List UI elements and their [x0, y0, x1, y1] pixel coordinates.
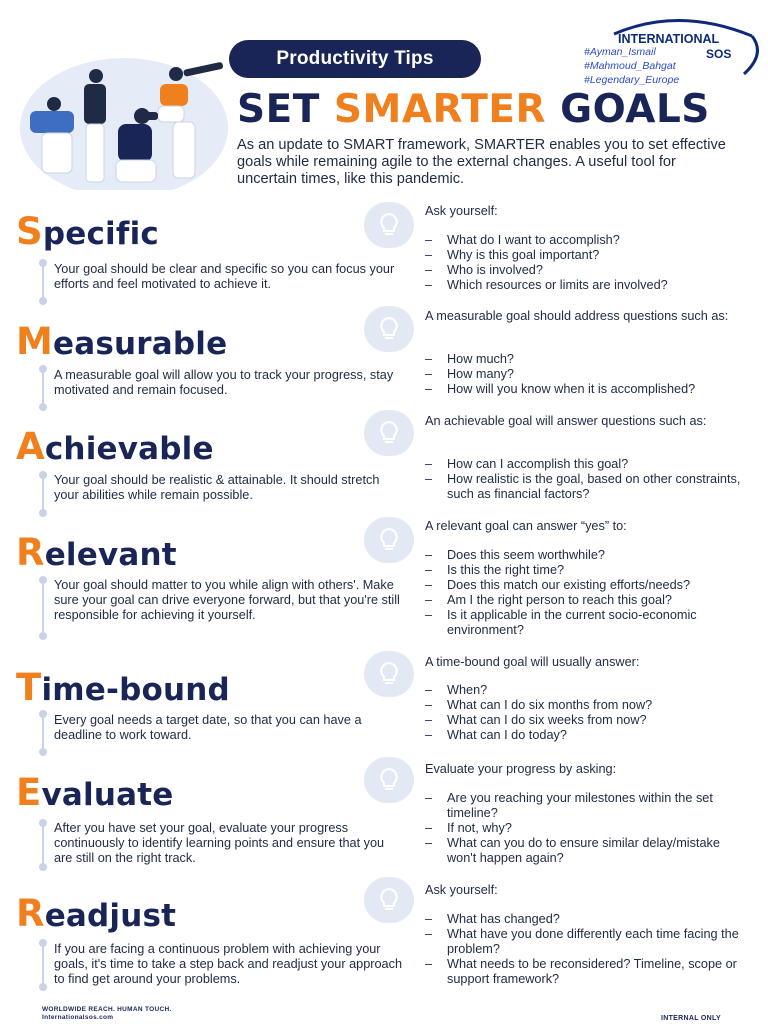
question-item: – How will you know when it is accomplished?	[425, 382, 745, 397]
section-title-evaluate	[16, 771, 173, 814]
question-item: – If not, why?	[425, 821, 745, 836]
initial-letter: E	[16, 771, 42, 814]
question-item: – What can I do six weeks from now?	[425, 713, 745, 728]
question-item: – Am I the right person to reach this goal?	[425, 593, 745, 608]
hashtag: #Mahmoud_Bahgat	[584, 60, 676, 72]
question-item: – What can I do today?	[425, 728, 745, 743]
question-item: – Who is involved?	[425, 263, 745, 278]
logo-word-international: INTERNATIONAL	[618, 32, 720, 46]
hashtags	[584, 45, 679, 87]
section-desc-specific: Your goal should be clear and specific so you can focus your efforts and feel motivated to achieve it.	[54, 262, 395, 291]
hashtag: #Legendary_Europe	[584, 74, 680, 86]
title-rest: pecific	[42, 216, 159, 252]
logo-word-sos: SOS	[706, 47, 732, 61]
hashtag: #Ayman_Ismail	[584, 46, 656, 58]
title-rest: eadjust	[44, 898, 177, 934]
timeline-connector	[42, 474, 44, 514]
title-rest: chievable	[44, 431, 214, 467]
question-item: – What can you do to ensure similar delay/mistake won't happen again?	[425, 836, 745, 866]
initial-letter: R	[16, 531, 45, 574]
question-item: – What have you done differently each time facing the problem?	[425, 927, 745, 957]
questions-heading-readjust: Ask yourself:	[425, 883, 498, 897]
timeline-connector	[42, 579, 44, 637]
questions-list-specific	[425, 233, 745, 293]
title-rest: ime-bound	[41, 672, 230, 708]
title-highlight: SMARTER	[333, 87, 547, 132]
questions-list-relevant	[425, 548, 745, 638]
section-title-readjust	[16, 892, 176, 935]
title-rest: valuate	[41, 777, 174, 813]
question-item: – Is it applicable in the current socio-economic environment?	[425, 608, 745, 638]
question-item: – How much?	[425, 352, 745, 367]
section-desc-measurable: A measurable goal will allow you to track your progress, stay motivated and remain focused.	[54, 368, 394, 397]
lightbulb-icon	[364, 877, 414, 923]
badge-label: Productivity Tips	[276, 48, 434, 69]
questions-heading-relevant: A relevant goal can answer “yes” to:	[425, 519, 627, 533]
initial-letter: S	[16, 210, 43, 253]
title-part-3: GOALS	[546, 87, 710, 132]
question-item: – When?	[425, 683, 745, 698]
section-desc-relevant: Your goal should matter to you while align with others'. Make sure your goal can drive everyone forward, but that you're still responsible for achieving it yourself.	[54, 578, 400, 622]
question-item: – Does this seem worthwhile?	[425, 548, 745, 563]
question-item: – What has changed?	[425, 912, 745, 927]
question-item: – Why is this goal important?	[425, 248, 745, 263]
productivity-tips-badge	[229, 40, 481, 78]
questions-heading-measurable: A measurable goal should address questions such as:	[425, 309, 729, 323]
timeline-connector	[42, 942, 44, 988]
initial-letter: R	[16, 892, 45, 935]
lightbulb-icon	[364, 306, 414, 352]
title-part-1: SET	[237, 87, 334, 132]
footer-tagline	[42, 1006, 172, 1021]
timeline-connector	[42, 368, 44, 408]
question-item: – What can I do six months from now?	[425, 698, 745, 713]
questions-list-measurable	[425, 352, 745, 397]
title-rest: easurable	[53, 326, 228, 362]
lightbulb-icon	[364, 202, 414, 248]
question-item: – Does this match our existing efforts/needs?	[425, 578, 745, 593]
question-item: – How can I accomplish this goal?	[425, 457, 745, 472]
lightbulb-icon	[364, 410, 414, 456]
question-item: – How many?	[425, 367, 745, 382]
timeline-connector	[42, 262, 44, 302]
section-title-measurable	[16, 320, 227, 363]
section-title-specific	[16, 210, 159, 253]
timeline-connector	[42, 713, 44, 753]
footer-website: Internationalsos.com	[42, 1013, 114, 1021]
questions-heading-specific: Ask yourself:	[425, 204, 498, 218]
question-item: – Which resources or limits are involved?	[425, 278, 745, 293]
questions-heading-achievable: An achievable goal will answer questions such as:	[425, 414, 707, 428]
timeline-connector	[42, 822, 44, 868]
section-desc-achievable: Your goal should be realistic & attainable. It should stretch your abilities while remain possible.	[54, 473, 380, 502]
initial-letter: T	[16, 666, 42, 709]
title-rest: elevant	[44, 537, 177, 573]
section-title-relevant	[16, 531, 177, 574]
section-desc-readjust: If you are facing a continuous problem with achieving your goals, it's time to take a step back and readjust your approach to find get around your problems.	[54, 942, 403, 986]
hero-illustration	[18, 56, 230, 190]
section-title-time-bound	[16, 666, 230, 709]
footer-slogan: WORLDWIDE REACH. HUMAN TOUCH.	[42, 1006, 172, 1013]
initial-letter: M	[16, 320, 54, 363]
questions-heading-evaluate: Evaluate your progress by asking:	[425, 762, 617, 776]
question-item: – What do I want to accomplish?	[425, 233, 745, 248]
questions-heading-time-bound: A time-bound goal will usually answer:	[425, 655, 640, 669]
question-item: – Is this the right time?	[425, 563, 745, 578]
intro-text: As an update to SMART framework, SMARTER enables you to set effective goals while remaining agile to the external changes. A useful tool for uncertain times, like this pandemic.	[237, 137, 726, 187]
questions-list-achievable	[425, 457, 745, 502]
lightbulb-icon	[364, 651, 414, 697]
section-title-achievable	[16, 425, 214, 468]
questions-list-evaluate	[425, 791, 745, 866]
questions-list-readjust	[425, 912, 745, 987]
initial-letter: A	[16, 425, 45, 468]
page-title	[237, 87, 710, 132]
lightbulb-icon	[364, 757, 414, 803]
question-item: – How realistic is the goal, based on other constraints, such as financial factors?	[425, 472, 745, 502]
question-item: – What needs to be reconsidered? Timeline, scope or support framework?	[425, 957, 745, 987]
footer-classification: INTERNAL ONLY	[661, 1015, 721, 1022]
questions-list-time-bound	[425, 683, 745, 743]
section-desc-evaluate: After you have set your goal, evaluate your progress continuously to identify learning points and ensure that you are still on the right track.	[54, 821, 385, 865]
lightbulb-icon	[364, 517, 414, 563]
question-item: – Are you reaching your milestones within the set timeline?	[425, 791, 745, 821]
section-desc-time-bound: Every goal needs a target date, so that you can have a deadline to work toward.	[54, 713, 362, 742]
